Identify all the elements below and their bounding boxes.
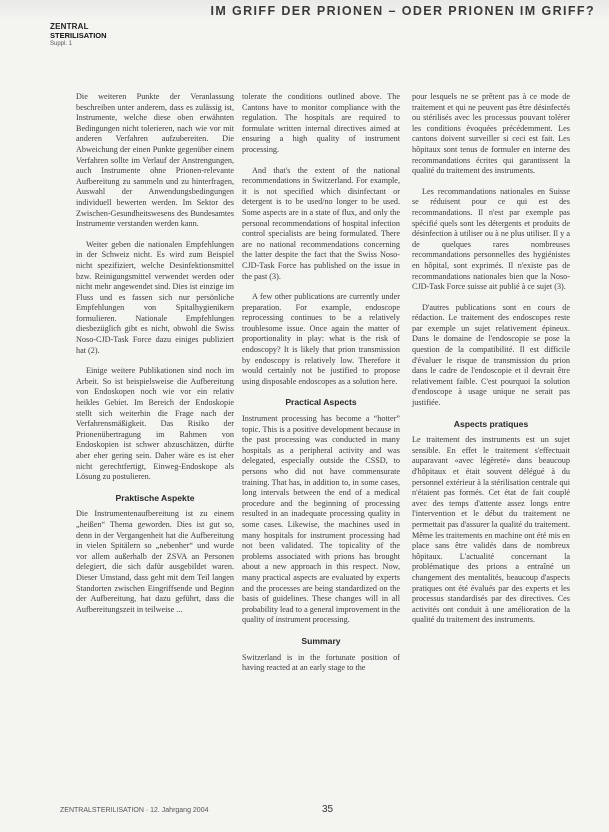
section-heading: Summary: [301, 635, 341, 646]
page-number: 35: [322, 804, 334, 815]
paragraph: Switzerland is in the fortunate position of having reacted at an early stage to the: [242, 652, 400, 673]
running-head: IM GRIFF DER PRIONEN – ODER PRIONEN IM GRIFF?: [210, 4, 595, 18]
paragraph: D'autres publications sont en cours de rédaction. Le traitement des endoscopes reste par exemple un sujet relativement épineux. Dans le domaine de l'endoscopie se pose la question de la compatibilité. Il est difficile d'évaluer le risque de transmission du prion dans le cadre de l'endoscopie et il devrait être relativement faible. C'est pourquoi la solution d'endoscope à usage unique ne serait pas justifiée.: [412, 302, 570, 408]
section-heading: Aspects pratiques: [453, 418, 529, 429]
paragraph: Instrument processing has become a “hotter” topic. This is a positive development because in the past processing was conducted in many hospitals as a peripheral activity and was delegated, especially outside the CSSD, to persons who did not have commensurate training. That has, in addition to, in some cases, long intervals between the end of a medical procedure and the beginning of processing resulted in an inadequate processing quality in some cases. Likewise, the machines used in many hospitals for instrument processing had not been validated. The topicality of the problems associated with prions has brought about a new approach in this respect. Now, many practical aspects are evaluated by experts and the processes are being standardized on the basis of guidelines. These changes will in all probability lead to a general improvement in the quality of instrument processing.: [242, 414, 401, 625]
paragraph: pour lesquels ne se prêtent pas à ce mode de traitement et qui ne peuvent pas être désinfectés ou stérilisés avec les processus pouvant tolérer les conditions évoquées précédemment. Les cantons doivent surveiller si ceci est fait. Les hôpitaux sont tenus de formuler en interne des recommandations écrites qui garantissent la qualité du traitement des instruments.: [412, 92, 570, 176]
logo-line-2: STERILISATION: [50, 31, 107, 40]
paragraph: tolerate the conditions outlined above. The Cantons have to monitor compliance with the regulation. The hospitals are required to formulate written internal directives aimed at ensuring a high quality of instrument processing.: [242, 92, 400, 154]
column-english: [242, 92, 400, 684]
page-footer: [60, 804, 580, 818]
paragraph: Die Instrumentenaufbereitung ist zu einem „heißen“ Thema geworden. Dies ist gut so, denn in der Vergangenheit hat die Aufbereitung in vielen Spitälern so „nebenher“ und wurde vor allem außerhalb der ZSVA an Personen delegiert, die sich dafür ausgebildet waren. Dieser Umstand, dass geht mit dem Teil langen Standorten zwischen Eingriffsende und Beginn der Aufbereitung, hat dazu geführt, dass die Aufbereitungszeit in teilweise ...: [76, 509, 234, 614]
paragraph: Les recommandations nationales en Suisse se réduisent pour ce qui est des recommandations. Il n'est par exemple pas spécifié quels sont les détergents et produits de désinfection à utiliser ou à ne plus utiliser. Il y a de quelques rares nombreuses recommandations personnelles des hygiénistes en hôpital, sont exprimés. Il n'existe pas de recommandations nationales bien que la Noso-CJD-Task Force suisse ait publié à ce sujet (3).: [412, 186, 570, 292]
journal-logo: [50, 22, 110, 49]
logo-line-3: Suppl. 1: [50, 41, 73, 47]
logo-line-1: ZENTRAL: [50, 22, 89, 31]
paragraph: And that's the extent of the national recommendations in Switzerland. For example, it is not specified which disinfectant or detergent is to be used/no longer to be used. Some aspects are in a state of flux, and only the personal recommendations of hospital infection control specialists are being formulated. There are no national recommendations concerning the latter despite the fact that the Swiss Noso-CJD-Task Force has published on the issue in the past (3).: [242, 165, 400, 281]
paragraph: Le traitement des instruments est un sujet sensible. En effet le traitement s'effectuait auparavant «avec légèreté» dans beaucoup d'hôpitaux et était souvent délégué à du personnel extérieur à la stérilisation centrale qui n'étaient pas formés. Cet état de fait couplé avec des temps d'attente assez longs entre l'intervention et le début du traitement ne permettait pas d'assurer la qualité du traitement. Même les traitements en machine ont été mis en place sans être validés dans de nombreux hôpitaux. L'actualité concernant la problématique des prions a entraîné un changement des mentalités, beaucoup d'aspects pratiques ont été évalués par des experts et les processus standardisés par des directives. Ces activités ont conduit à une amélioration de la qualité du traitement des instruments.: [412, 435, 570, 625]
section-heading: Praktische Aspekte: [115, 492, 195, 503]
paragraph: Weiter geben die nationalen Empfehlungen in der Schweiz nicht. Es wird zum Beispiel nicht spezifiziert, welche Desinfektionsmittel bzw. Reinigungsmittel verwendet werden oder nicht mehr angewendet sind. Dies ist einzige im Fluss und es fassen sich nur persönliche Empfehlungen von Spitalhygienikern formulieren. Nationale Empfehlungen diesbezüglich gibt es nicht, obwohl die Swiss Noso-CJD-Task Force dazu einiges publiziert hat (2).: [76, 239, 234, 355]
section-heading: Practical Aspects: [285, 397, 357, 408]
footer-journal: ZENTRALSTERILISATION · 12. Jahrgang 2004: [60, 807, 209, 814]
column-german: [76, 92, 234, 625]
column-french: [412, 92, 570, 636]
paragraph: A few other publications are currently under preparation. For example, endoscope reprocessing continues to be a relatively troublesome issue. Once again the matter of proportionality in play: what is the risk of endoscopy? It is likely that prion transmission by endoscopy is relatively low. Therefore it would certainly not be justified to propose using disposable endoscopes as a solution here.: [242, 292, 400, 386]
paragraph: Einige weitere Publikationen sind noch im Arbeit. So ist beispielsweise die Aufbereitung von Endoskopen noch wie vor ein relativ heikles Gebiet. Im Bereich der Endoskopie stellt sich weiterhin die Frage nach der Verfahrensmäßigkeit. Das Risiko der Prionenübertragung im Rahmen von Endoskopien ist schwer abzuschätzen, dürfte aber eher gering sein. Daher wäre es ist eher nicht gerechtfertigt, Einweg-Endoskope als Lösung zu postulieren.: [76, 366, 234, 482]
paragraph: Die weiteren Punkte der Veranlassung beschreiben unter anderem, dass es zulässig ist, Instrumente, welche diese oben erwähnten Bedingungen nicht tolerieren, nach wie vor mit anderen Verfahren aufzubereiten. Die Abweichung der einen Punkte gegenüber einem Verfahren sollte im Verlauf der Anstrengungen, auch Instrumente ohne Prionen-relevante Aufbereitung zu sammeln und zu hinterfragen, Auswahl der Anwendungsbedingungen individuell bewerten werden. Im Sektor des Zwischen-Gesundheitswesens des Bundesamtes Instrumente verstanden werden kann.: [76, 92, 234, 229]
